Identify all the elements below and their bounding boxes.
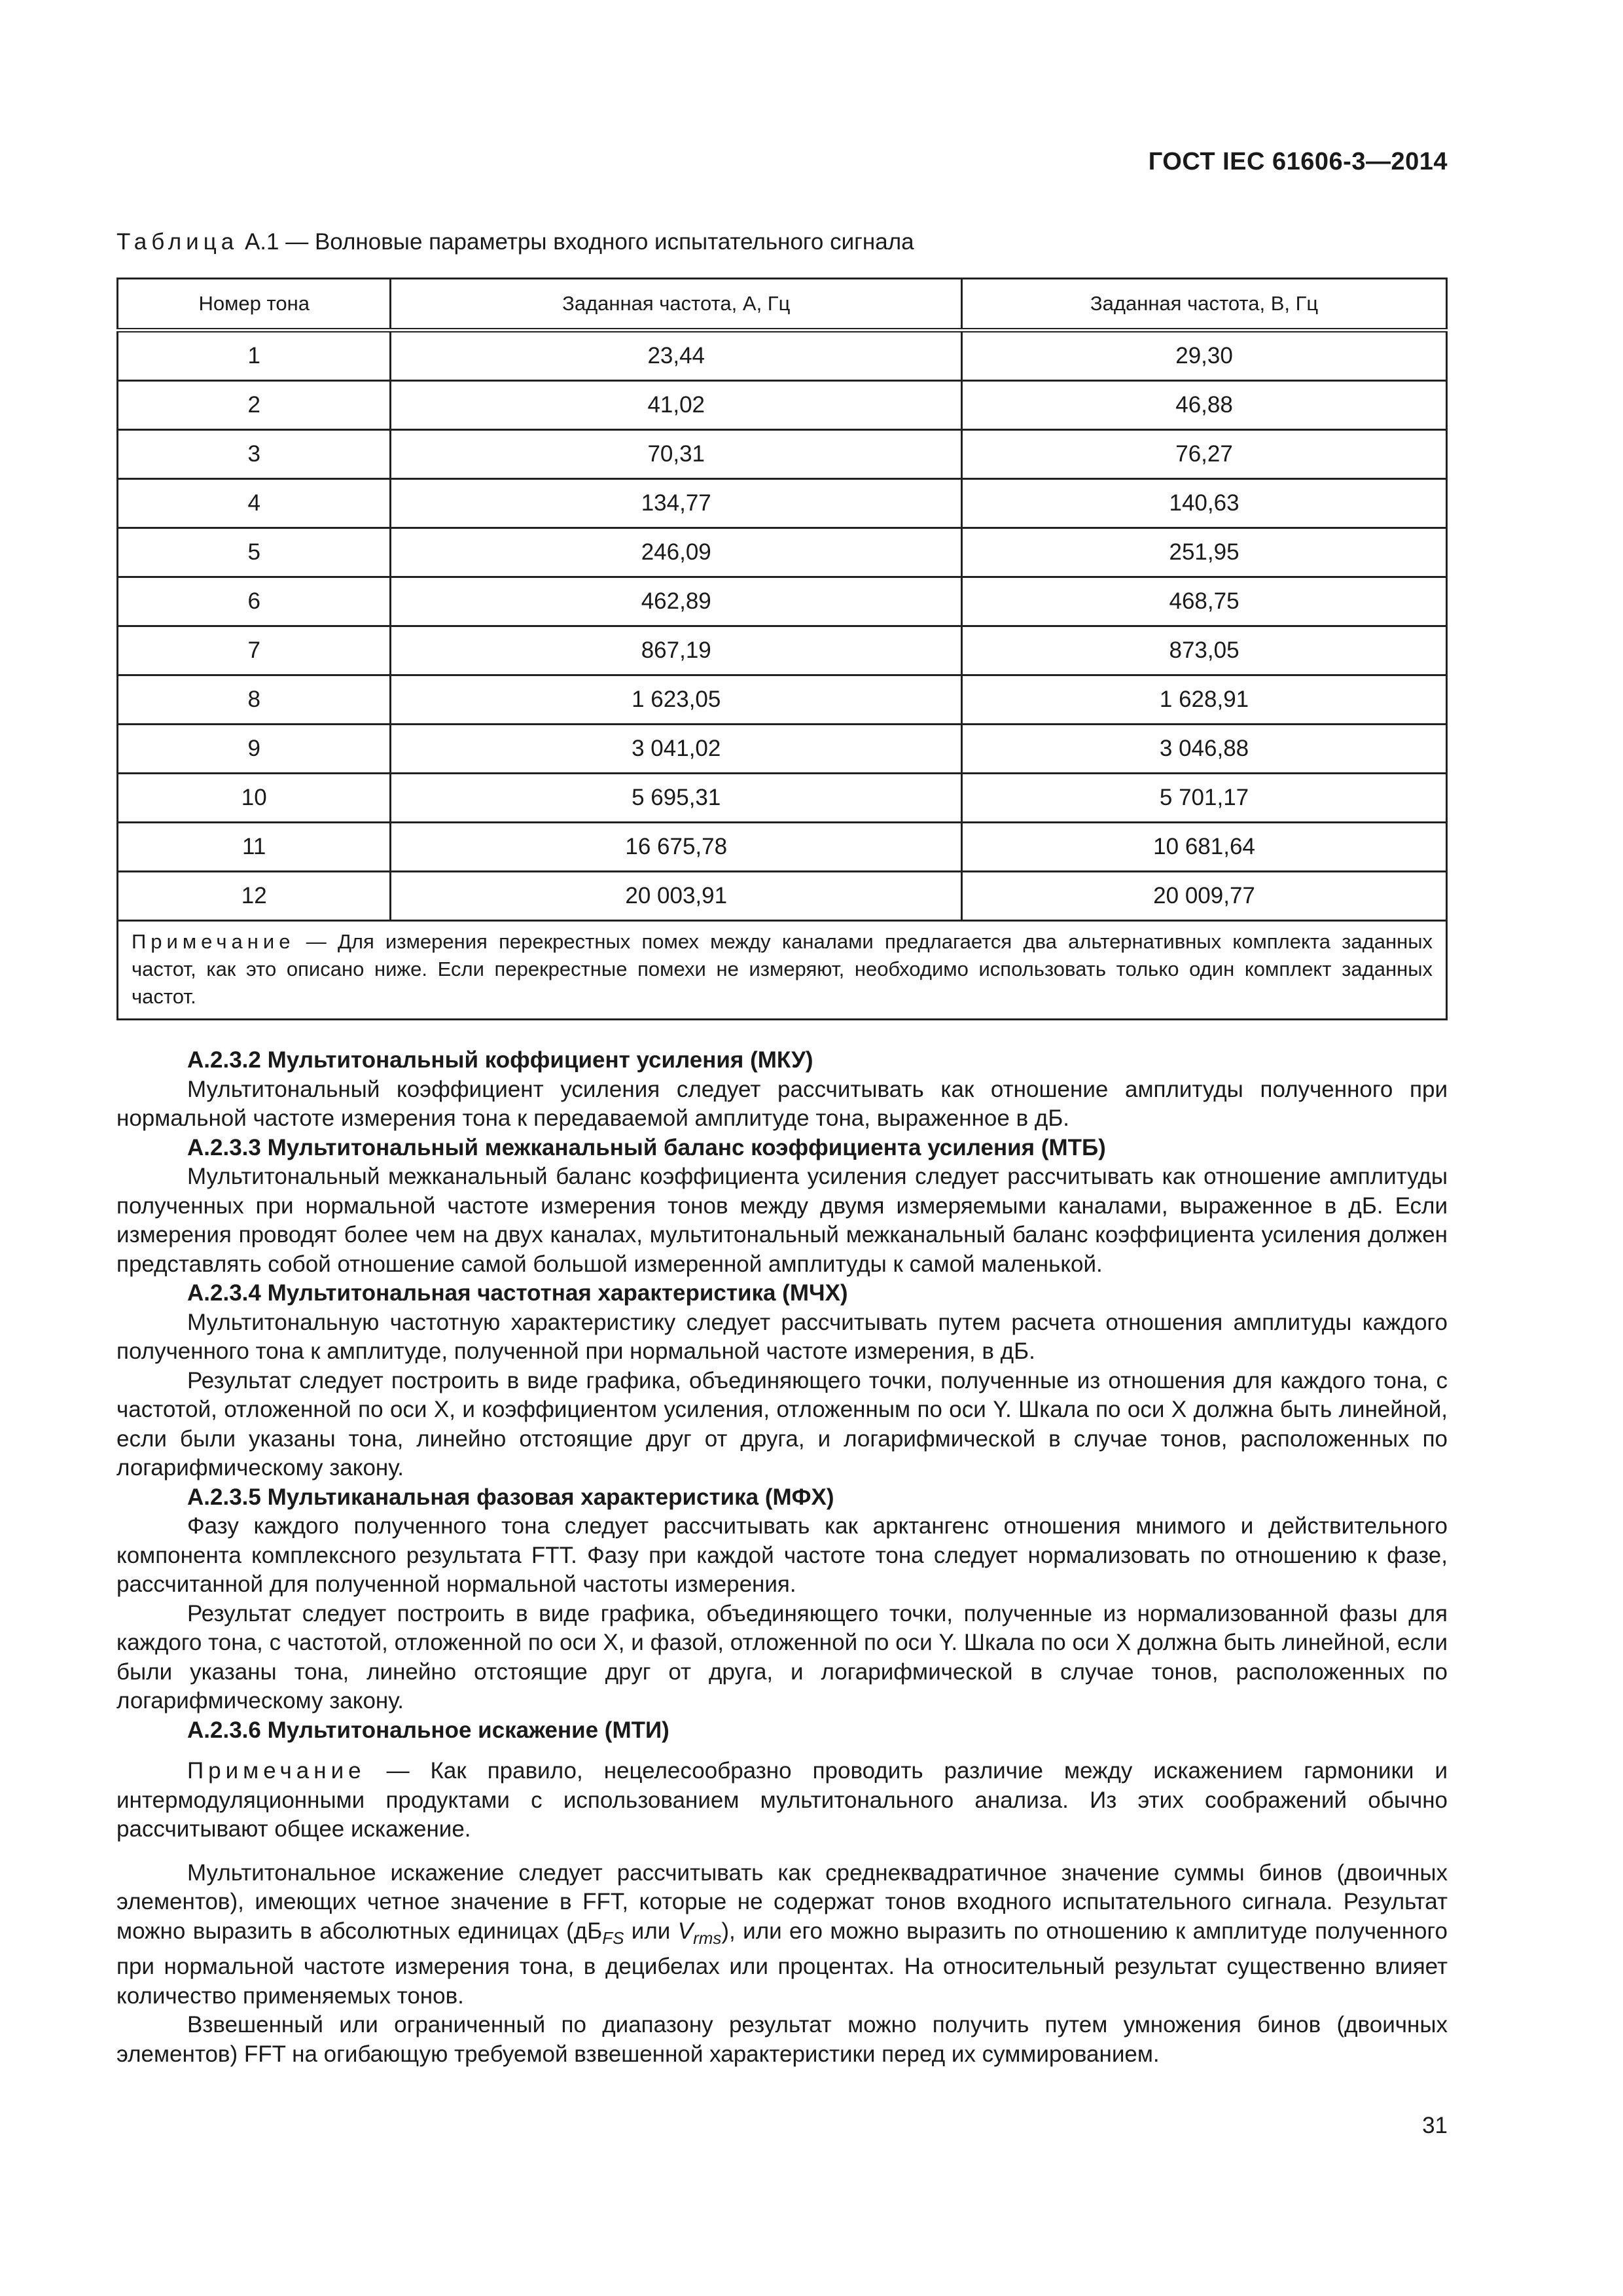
table-cell: 23,44 (391, 331, 962, 381)
standard-designation: ГОСТ IEC 61606-3—2014 (1148, 148, 1448, 175)
page-number: 31 (1422, 2113, 1448, 2138)
table-cell: 6 (118, 577, 391, 626)
frequency-table (116, 278, 1448, 1020)
table-cell: 3 046,88 (962, 725, 1447, 774)
table-cell: 41,02 (391, 381, 962, 430)
paragraph: Результат следует построить в виде графика, объединяющего точки, полученные из отношения для каждого тона, с частотой, отложенной по оси X, и коэффициентом усиления, отложенным по оси Y. Шкала по оси X должна быть линейной, если были указаны тона, линейно отстоящие друг от друга, и логарифмической в случае тонов, расположенных по логарифмическому закону. (116, 1367, 1448, 1480)
table-cell: 251,95 (962, 528, 1447, 577)
section-heading-a234: А.2.3.4 Мультитональная частотная характеристика (МЧХ) (187, 1280, 848, 1306)
body-text (116, 1046, 1448, 2069)
table-cell: 10 681,64 (962, 823, 1447, 872)
table-cell: 2 (118, 381, 391, 430)
table-cell: 5 (118, 528, 391, 577)
table-row (118, 577, 1447, 626)
table-cell: 3 041,02 (391, 725, 962, 774)
section-heading-a235: А.2.3.5 Мультиканальная фазовая характеристика (МФХ) (187, 1484, 834, 1510)
table-cell: 1 628,91 (962, 675, 1447, 725)
table-header-row (118, 279, 1447, 331)
paragraph-part: Мультитональное искажение следует рассчитывать как среднеквадратичное значение суммы бинов (двоичных элементов), имеющих четное значение в FFT, которые не содержат тонов входного испытательного сигнала. Результат можно выразить в абсолютных единицах (дБ (116, 1859, 1448, 1944)
table-cell: 1 623,05 (391, 675, 962, 725)
table-cell: 462,89 (391, 577, 962, 626)
table-row (118, 331, 1447, 381)
table-row (118, 774, 1447, 823)
subscript-fs: FS (602, 1928, 624, 1948)
table-cell: 246,09 (391, 528, 962, 577)
symbol-v: V (677, 1918, 694, 1944)
table-row (118, 872, 1447, 921)
subscript-rms: rms (693, 1928, 722, 1948)
table-caption (116, 229, 914, 255)
table-cell: 5 695,31 (391, 774, 962, 823)
paragraph: Мультитональную частотную характеристику следует рассчитывать путем расчета отношения амплитуды каждого полученного тона к амплитуде, полученной при нормальной частоте измерения, в дБ. (116, 1309, 1448, 1364)
section-note (116, 1757, 1448, 1844)
table-note-row (118, 921, 1447, 1020)
table-cell: 8 (118, 675, 391, 725)
table-cell: 873,05 (962, 626, 1447, 675)
section-heading-a233: А.2.3.3 Мультитональный межканальный баланс коэффициента усиления (МТБ) (187, 1134, 1106, 1160)
paragraph: Взвешенный или ограниченный по диапазону результат можно получить путем умножения бинов (двоичных элементов) FFT на огибающую требуемой взвешенной характеристики перед их суммированием. (116, 2012, 1448, 2067)
table-note-label: Примечание (132, 930, 295, 953)
table-cell: 468,75 (962, 577, 1447, 626)
column-header-frequency-b: Заданная частота, В, Гц (962, 279, 1447, 331)
table-cell: 140,63 (962, 479, 1447, 528)
table-cell: 7 (118, 626, 391, 675)
paragraph: Результат следует построить в виде графика, объединяющего точки, полученные из нормализованной фазы для каждого тона, с частотой, отложенной по оси X, и фазой, отложенной по оси Y. Шкала по оси X должна быть линейной, если были указаны тона, линейно отстоящие друг от друга, и логарифмической в случае тонов, расположенных по логарифмическому закону. (116, 1600, 1448, 1713)
section-note-text: — Как правило, нецелесообразно проводить различие между искажением гармоники и интермодуляционными продуктами с использованием мультитонального анализа. Из этих соображений обычно рассчитывают общее искажение. (116, 1758, 1448, 1842)
table-cell: 20 009,77 (962, 872, 1447, 921)
table-row (118, 430, 1447, 479)
section-note-label: Примечание (187, 1758, 366, 1784)
table-cell: 12 (118, 872, 391, 921)
table-row (118, 823, 1447, 872)
table-cell: 9 (118, 725, 391, 774)
table-cell: 11 (118, 823, 391, 872)
paragraph-part: или (624, 1918, 678, 1944)
table-row (118, 675, 1447, 725)
table-cell: 76,27 (962, 430, 1447, 479)
table-cell: 134,77 (391, 479, 962, 528)
table-cell: 5 701,17 (962, 774, 1447, 823)
table-note-text: — Для измерения перекрестных помех между каналами предлагается два альтернативных комплекта заданных частот, как это описано ниже. Если перекрестные помехи не измеряют, необходимо использовать только один комплект заданных частот. (132, 930, 1433, 1008)
column-header-tone-number: Номер тона (118, 279, 391, 331)
paragraph: Мультитональный межканальный баланс коэффициента усиления следует рассчитывать как отношение амплитуды полученных при нормальной частоте измерения тонов между двумя измеряемыми каналами, выраженное в дБ. Если измерения проводят более чем на двух каналах, мультитональный межканальный баланс коэффициента усиления должен представлять собой отношение самой большой измеренной амплитуды к самой маленькой. (116, 1164, 1448, 1277)
table-cell: 16 675,78 (391, 823, 962, 872)
table-cell: 46,88 (962, 381, 1447, 430)
section-heading-a232: А.2.3.2 Мультитональный коффициент усиления (МКУ) (187, 1047, 813, 1073)
table-note (118, 921, 1447, 1020)
table-cell: 3 (118, 430, 391, 479)
table-cell: 867,19 (391, 626, 962, 675)
table-cell: 1 (118, 331, 391, 381)
table-cell: 29,30 (962, 331, 1447, 381)
table-row (118, 528, 1447, 577)
table-row (118, 725, 1447, 774)
section-heading-a236: А.2.3.6 Мультитональное искажение (МТИ) (187, 1717, 669, 1743)
table-row (118, 479, 1447, 528)
paragraph: Мультитональный коэффициент усиления следует рассчитывать как отношение амплитуды полученного при нормальной частоте измерения тона к передаваемой амплитуде тона, выраженное в дБ. (116, 1076, 1448, 1131)
table-caption-label: Таблица (116, 229, 239, 255)
table-row (118, 381, 1447, 430)
table-cell: 20 003,91 (391, 872, 962, 921)
table-row (118, 626, 1447, 675)
paragraph-part: ), или его можно выразить по отношению к амплитуде полученного при нормальной частоте измерения тона, в децибелах или процентах. На относительный результат существенно влияет количество применяемых тонов. (116, 1918, 1448, 2009)
table-cell: 10 (118, 774, 391, 823)
paragraph: Фазу каждого полученного тона следует рассчитывать как арктангенс отношения мнимого и действительного компонента комплексного результата FTT. Фазу при каждой частоте тона следует нормализовать по отношению к фазе, рассчитанной для полученной нормальной частоты измерения. (116, 1513, 1448, 1597)
table-cell: 4 (118, 479, 391, 528)
column-header-frequency-a: Заданная частота, А, Гц (391, 279, 962, 331)
table-caption-text: А.1 — Волновые параметры входного испытательного сигнала (238, 229, 914, 255)
paragraph (116, 1859, 1448, 2011)
table-cell: 70,31 (391, 430, 962, 479)
